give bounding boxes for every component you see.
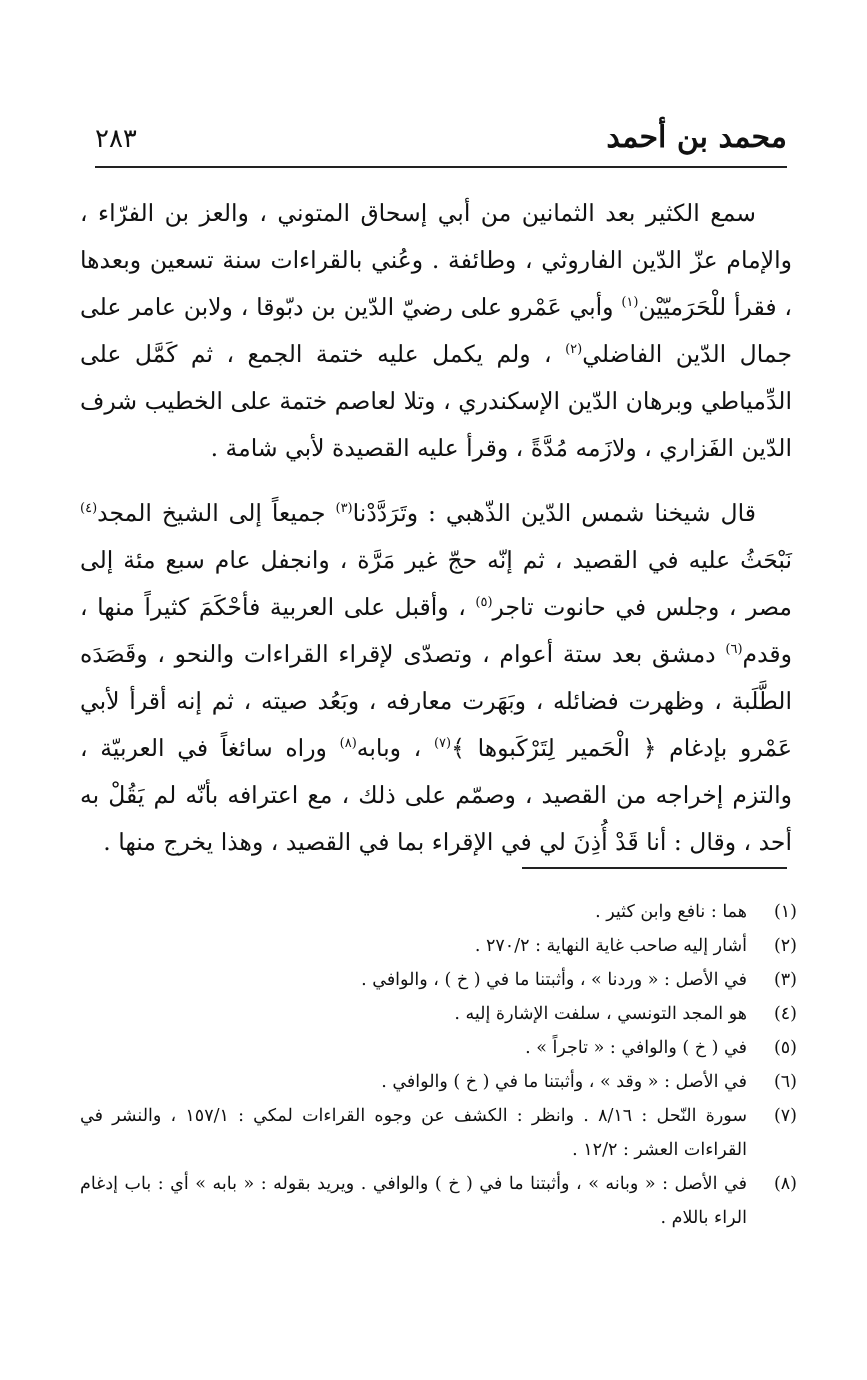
paragraph-2 <box>80 490 792 866</box>
footnote-text: هو المجد التونسي ، سلفت الإشارة إليه . <box>454 1004 747 1024</box>
running-header <box>95 120 787 164</box>
footnote-number: (٤) <box>773 1004 797 1024</box>
footnote-text: في ( خ ) والوافي : « تاجراً » . <box>525 1038 747 1058</box>
footnote-ref-4: (٤) <box>80 501 98 517</box>
footnote-7 <box>80 1099 797 1167</box>
footnote-4 <box>80 997 797 1031</box>
footnote-ref-7: (٧) <box>433 736 452 752</box>
footnote-number: (٥) <box>773 1038 797 1058</box>
footnote-ref-8: (٨) <box>339 736 357 752</box>
text-segment: نَبْحَثُ عليه في القصيد ، ثم إنّه حجّ غير مَرَّة ، وانجفل عام سبع مئة إلى مصر ، وجلس في حانوت تاجر <box>80 546 792 621</box>
footnote-ref-5: (٥) <box>475 595 493 611</box>
text-segment: قال شيخنا شمس الدّين الذّهبي : وتَرَدَّدْنا <box>352 499 756 527</box>
footnote-ref-3: (٣) <box>335 501 353 517</box>
footnote-text: أشار إليه صاحب غاية النهاية : ٢٧٠/٢ . <box>474 936 747 956</box>
footnote-2 <box>80 929 797 963</box>
footnote-number: (٦) <box>773 1072 797 1092</box>
footnote-ref-1: (١) <box>621 295 639 311</box>
text-segment: وأبي عَمْرو على رضيّ الدّين بن دبّوقا ، ولابن عامر على جمال الدّين الفاضلي <box>80 293 792 368</box>
footnote-number: (١) <box>773 902 797 922</box>
footnote-number: (٨) <box>773 1174 797 1194</box>
text-segment: وراه سائغاً في العربيّة ، والتزم إخراجه من القصيد ، وصمّم على ذلك ، مع اعترافه بأنّه لم يَقُلْ به أحد ، وقال : أنا قَدْ أُذِنَ لي في الإقراء بما في القصيد ، وهذا يخرج منها . <box>80 734 792 856</box>
footnote-8 <box>80 1167 797 1235</box>
footnote-5 <box>80 1031 797 1065</box>
page-number: ٢٨٣ <box>95 124 137 154</box>
text-segment: ، وبابه <box>356 734 422 762</box>
footnote-1 <box>80 895 797 929</box>
footnotes <box>80 895 797 1235</box>
footnote-text: في الأصل : « وقد » ، وأثبتنا ما في ( خ ) والوافي . <box>381 1072 747 1092</box>
text-segment: جميعاً إلى الشيخ المجد <box>97 499 326 527</box>
text-segment: دمشق بعد ستة أعوام ، وتصدّى لإقراء القراءات والنحو ، وقَصَدَه الطَّلَبة ، وظهرت فضائله ، وبَهَرت معارفه ، وبَعُد صيته ، ثم إنه أقرأ لأبي عَمْرو بإدغام ﴿ الْحَمير لِتَرْكَبوها ﴾ <box>80 640 792 762</box>
footnote-text: في الأصل : « وبانه » ، وأثبتنا ما في ( خ ) والوافي . ويريد بقوله : « بابه » أي : باب إدغام الراء باللام . <box>80 1174 747 1228</box>
footnote-number: (٣) <box>773 970 797 990</box>
footnote-text: في الأصل : « وردنا » ، وأثبتنا ما في ( خ ) ، والوافي . <box>361 970 747 990</box>
footnote-6 <box>80 1065 797 1099</box>
header-divider <box>95 166 787 168</box>
footnote-ref-2: (٢) <box>565 342 583 358</box>
main-text <box>80 190 792 866</box>
footnote-number: (٢) <box>773 936 797 956</box>
footnote-number: (٧) <box>773 1106 797 1126</box>
paragraph-1 <box>80 190 792 472</box>
footnote-3 <box>80 963 797 997</box>
footnote-divider <box>522 867 787 869</box>
footnote-text: هما : نافع وابن كثير . <box>595 902 747 922</box>
text-segment: سمع الكثير بعد الثمانين من أبي إسحاق المتوني ، والعز بن الفرّاء ، والإمام عزّ الدّين الفاروثي ، وطائفة . وعُني بالقراءات سنة تسعين وبعدها ، فقرأ للْحَرَميّيْن <box>80 199 792 321</box>
footnote-text: سورة النّحل : ٨/١٦ . وانظر : الكشف عن وجوه القراءات لمكي : ١٥٧/١ ، والنشر في القراءات العشر : ١٢/٢ . <box>80 1106 748 1160</box>
text-segment: ، ولم يكمل عليه ختمة الجمع ، ثم كَمَّل على الدِّمياطي وبرهان الدّين الإسكندري ، وتلا لعاصم ختمة على الخطيب شرف الدّين الفَزاري ، ولازَمه مُدَّةً ، وقرأ عليه القصيدة لأبي شامة . <box>80 340 792 462</box>
running-title: محمد بن أحمد <box>606 120 787 155</box>
footnote-ref-6: (٦) <box>725 642 743 658</box>
text-segment: ، وأقبل على العربية فأحْكَمَ كثيراً منها ، وقدم <box>80 593 792 668</box>
